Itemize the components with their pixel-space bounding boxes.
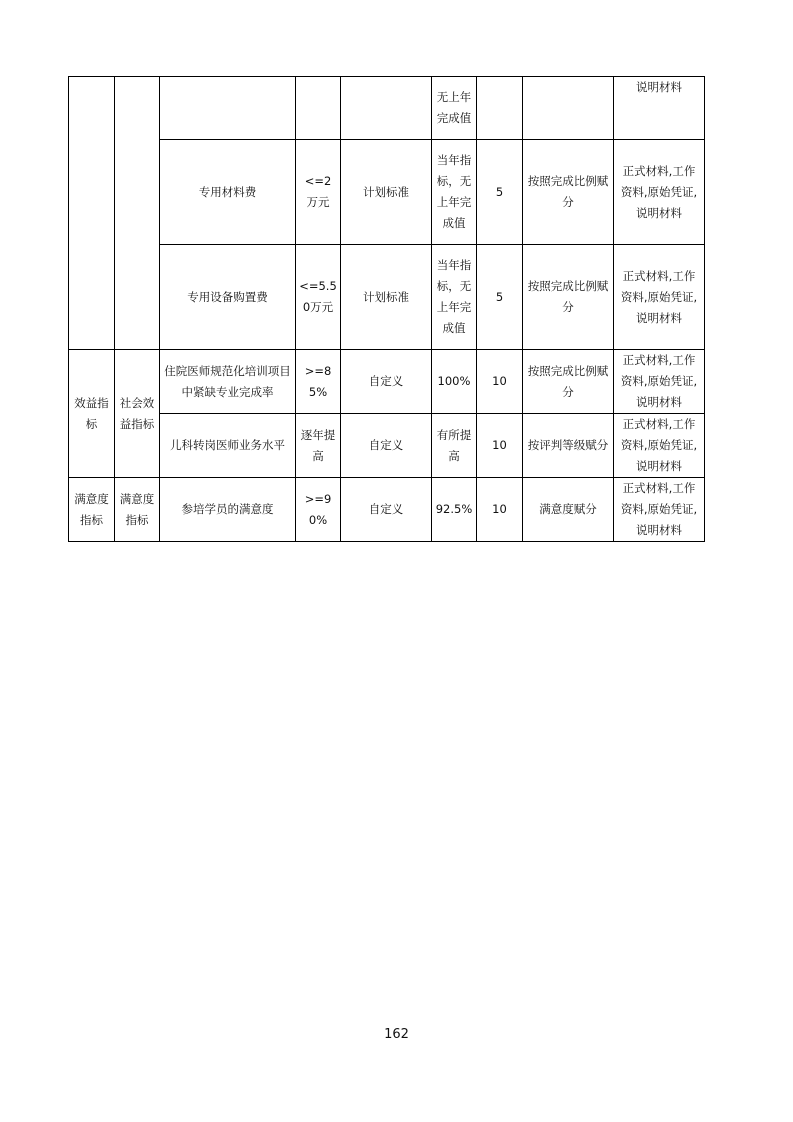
level1-cell: 效益指标 <box>69 350 115 478</box>
table-row <box>69 478 705 542</box>
standard-cell: 自定义 <box>341 414 432 478</box>
weight-cell: 10 <box>477 478 523 542</box>
table-row <box>69 77 705 140</box>
actual-cell: 有所提高 <box>432 414 477 478</box>
evidence-cell: 正式材料,工作资料,原始凭证,说明材料 <box>614 414 705 478</box>
weight-cell: 5 <box>477 245 523 350</box>
table-row <box>69 350 705 414</box>
weight-cell: 10 <box>477 350 523 414</box>
target-cell: <=2万元 <box>296 140 341 245</box>
weight-cell <box>477 77 523 140</box>
level1-cell: 满意度指标 <box>69 478 115 542</box>
actual-cell: 100% <box>432 350 477 414</box>
level2-cell: 满意度指标 <box>115 478 160 542</box>
actual-cell: 92.5% <box>432 478 477 542</box>
page-number: 162 <box>384 1027 409 1042</box>
actual-cell: 当年指标，无上年完成值 <box>432 140 477 245</box>
table-row <box>69 245 705 350</box>
scoring-cell: 按照完成比例赋分 <box>523 245 614 350</box>
standard-cell: 自定义 <box>341 350 432 414</box>
table-row <box>69 414 705 478</box>
level2-cell: 社会效益指标 <box>115 350 160 478</box>
scoring-cell: 满意度赋分 <box>523 478 614 542</box>
standard-cell: 自定义 <box>341 478 432 542</box>
indicator-cell: 专用设备购置费 <box>160 245 296 350</box>
indicator-cell: 住院医师规范化培训项目中紧缺专业完成率 <box>160 350 296 414</box>
standard-cell <box>341 77 432 140</box>
table-row <box>69 140 705 245</box>
level2-cell <box>115 77 160 350</box>
scoring-cell <box>523 77 614 140</box>
actual-cell: 无上年完成值 <box>432 77 477 140</box>
target-cell: >=85% <box>296 350 341 414</box>
scoring-cell: 按照完成比例赋分 <box>523 350 614 414</box>
performance-indicator-table <box>68 76 705 542</box>
target-cell: <=5.50万元 <box>296 245 341 350</box>
evidence-cell: 正式材料,工作资料,原始凭证,说明材料 <box>614 350 705 414</box>
indicator-cell: 参培学员的满意度 <box>160 478 296 542</box>
evidence-cell: 说明材料 <box>614 77 705 140</box>
evidence-cell: 正式材料,工作资料,原始凭证,说明材料 <box>614 245 705 350</box>
evidence-cell: 正式材料,工作资料,原始凭证,说明材料 <box>614 140 705 245</box>
target-cell: >=90% <box>296 478 341 542</box>
target-cell <box>296 77 341 140</box>
standard-cell: 计划标准 <box>341 140 432 245</box>
target-cell: 逐年提高 <box>296 414 341 478</box>
level1-cell <box>69 77 115 350</box>
indicator-cell <box>160 77 296 140</box>
weight-cell: 10 <box>477 414 523 478</box>
scoring-cell: 按评判等级赋分 <box>523 414 614 478</box>
indicator-cell: 专用材料费 <box>160 140 296 245</box>
weight-cell: 5 <box>477 140 523 245</box>
actual-cell: 当年指标，无上年完成值 <box>432 245 477 350</box>
standard-cell: 计划标准 <box>341 245 432 350</box>
scoring-cell: 按照完成比例赋分 <box>523 140 614 245</box>
evidence-cell: 正式材料,工作资料,原始凭证,说明材料 <box>614 478 705 542</box>
indicator-cell: 儿科转岗医师业务水平 <box>160 414 296 478</box>
